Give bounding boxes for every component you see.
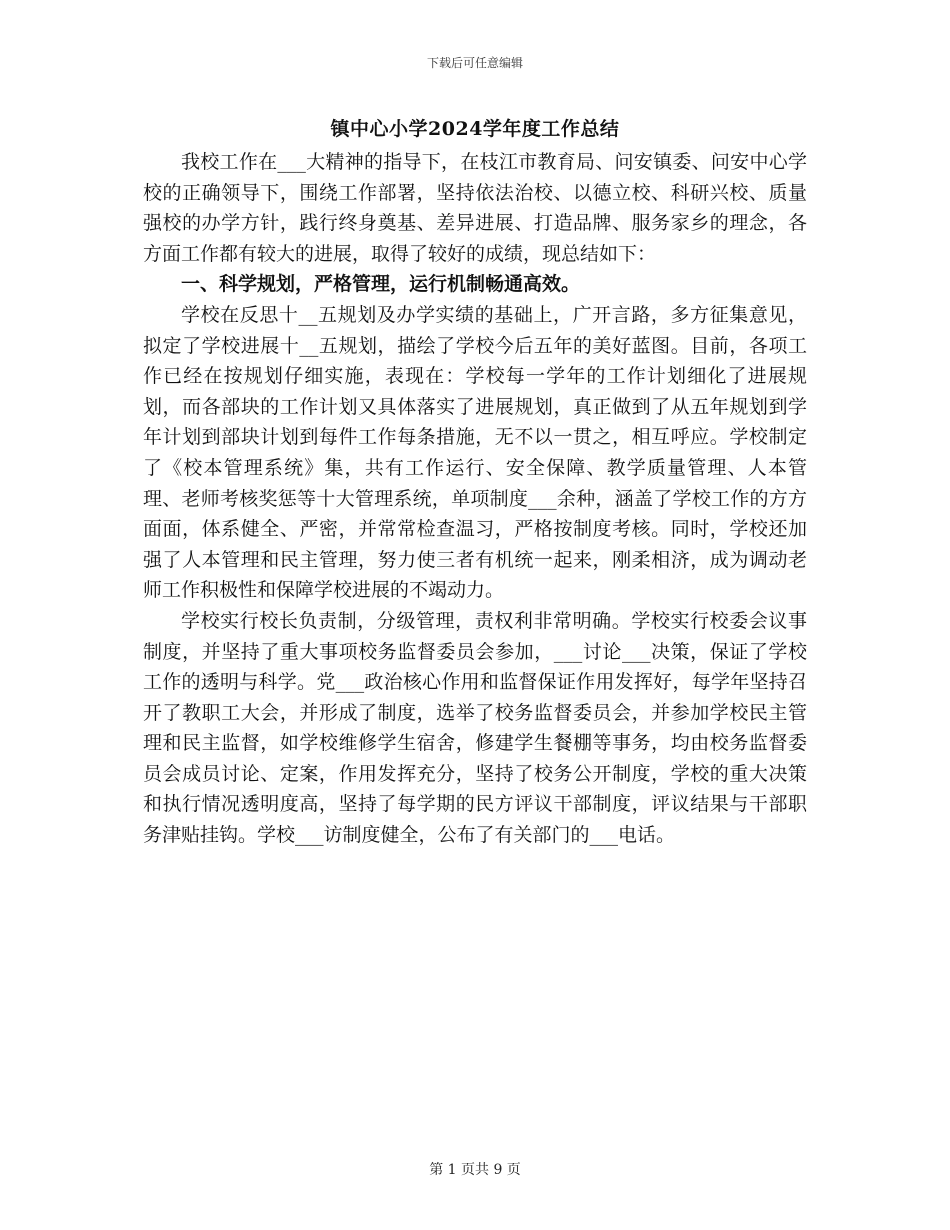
header-note: 下载后可任意编辑 — [426, 56, 523, 70]
intro-paragraph: 我校工作在___大精神的指导下，在枝江市教育局、问安镇委、问安中心学校的正确领导下，围绕工作部署，坚持依法治校、以德立校、科研兴校、质量强校的办学方针，践行终身奠基、差异进展、打造品牌、服务家乡的理念，各方面工作都有较大的进展，取得了较好的成绩，现总结如下： — [143, 151, 807, 265]
section-heading-1: 一、科学规划，严格管理，运行机制畅通高效。 — [181, 273, 581, 296]
document-body — [143, 147, 807, 851]
page-footer: 第 1 页共 9 页 — [429, 1162, 521, 1178]
document-title: 镇中心小学2024学年度工作总结 — [330, 118, 620, 140]
body-paragraph-2: 学校实行校长负责制，分级管理，责权利非常明确。学校实行校委会议事制度，并坚持了重大事项校务监督委员会参加，___讨论___决策，保证了学校工作的透明与科学。党___政治核心作用和监督保证作用发挥好，每学年坚持召开了教职工大会，并形成了制度，选举了校务监督委员会，并参加学校民主管理和民主监督，如学校维修学生宿舍，修建学生餐棚等事务，均由校务监督委员会成员讨论、定案，作用发挥充分，坚持了校务公开制度，学校的重大决策和执行情况透明度高，坚持了每学期的民方评议干部制度，评议结果与干部职务津贴挂钩。学校___访制度健全，公布了有关部门的___电话。 — [143, 609, 807, 847]
body-paragraph-1: 学校在反思十__五规划及办学实绩的基础上，广开言路，多方征集意见，拟定了学校进展十__五规划，描绘了学校今后五年的美好蓝图。目前，各项工作已经在按规划仔细实施，表现在：学校每一学年的工作计划细化了进展规划，而各部块的工作计划又具体落实了进展规划，真正做到了从五年规划到学年计划到部块计划到每件工作每条措施，无不以一贯之，相互呼应。学校制定了《校本管理系统》集，共有工作运行、安全保障、教学质量管理、人本管理、老师考核奖惩等十大管理系统，单项制度___余种，涵盖了学校工作的方方面面，体系健全、严密，并常常检查温习，严格按制度考核。同时，学校还加强了人本管理和民主管理，努力使三者有机统一起来，刚柔相济，成为调动老师工作积极性和保障学校进展的不竭动力。 — [143, 303, 807, 602]
